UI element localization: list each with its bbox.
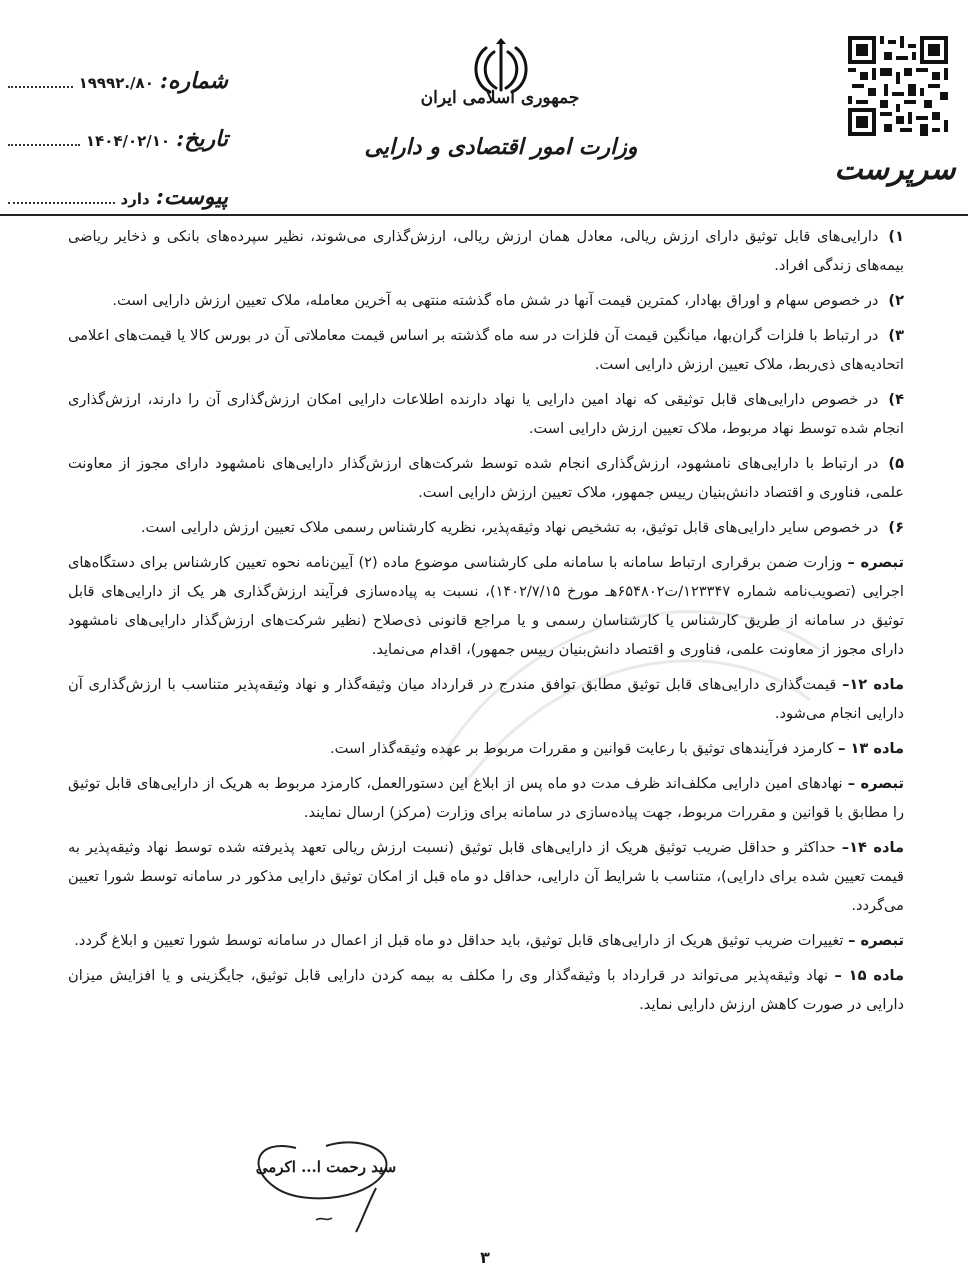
number-row [8,68,228,126]
article-label: ماده ۱۲– [842,676,904,693]
clause-paragraph [68,385,904,443]
clause-number: ۳) [888,327,904,344]
clause-text: در خصوص سایر دارایی‌های قابل توثیق، به تشخیص نهاد وثیقه‌پذیر، نظریه کارشناس رسمی ملاک تعیین ارزش دارایی است. [140,519,879,536]
clause-paragraph [68,222,904,280]
clause-number: ۱) [888,228,904,245]
clause-paragraph [68,321,904,379]
number-value: ۸۰/.۱۹۹۹۲ [78,74,154,92]
number-label: شماره: [159,68,228,94]
article-text: کارمزد فرآیندهای توثیق با رعایت قوانین و مقررات مربوط بر عهده وثیقه‌گذار است. [330,740,839,757]
handwritten-signature [236,1128,406,1238]
clause-text: در خصوص سهام و اوراق بهادار، کمترین قیمت آنها در شش ماه گذشته منتهی به آخرین معامله، ملاک تعیین ارزش دارایی است. [112,292,879,309]
article-label: تبصره – [847,775,904,792]
header-divider [0,214,968,216]
dotted-line [8,144,80,146]
article-paragraph [68,548,904,664]
article-label: تبصره – [847,554,904,571]
article-paragraph [68,961,904,1019]
article-paragraph [68,833,904,920]
date-value: ۱۴۰۴/۰۲/۱۰ [85,132,171,150]
attachment-value: دارد [120,190,150,208]
republic-title: جمهوری اسلامی ایران [420,88,580,108]
attachment-label: پیوست: [155,184,228,210]
supervisor-title: سرپرست [834,152,956,187]
article-label: ماده ۱۵ – [834,967,904,984]
date-row [8,126,228,184]
clause-paragraph [68,286,904,315]
article-text: قیمت‌گذاری دارایی‌های قابل توثیق مطابق توافق مندرج در قرارداد میان وثیقه‌گذار و نهاد وثیقه‌پذیر متناسب با ارزش‌گذاری آن دارایی انجام می‌شود. [68,676,904,722]
article-label: ماده ۱۳ – [838,740,904,757]
article-label: تبصره – [848,932,904,949]
article-text: وزارت ضمن برقراری ارتباط سامانه با سامانه ملی کارشناسی موضوع ماده (۲) آیین‌نامه نحوه تعیین کارشناس برای دستگاه‌های اجرایی (تصویب‌نامه شماره ۱۲۳۳۴۷/ت۶۵۴۸۰۲هـ مورخ ۱۴۰۲/۷/۱۵)، نسبت به پیاده‌سازی فرآیند ارزش‌گذاری هر یک از دارایی‌های قابل توثیق در سامانه از طریق کارشناس یا کارشناسان رسمی و یا مراجع قانونی ذی‌صلاح (نظیر شرکت‌های ارزش‌گذار دارایی‌های نامشهود دارای مجوز از معاونت علمی، فناوری و اقتصاد دانش‌بنیان رییس جمهور)، اقدام می‌نماید. [68,554,904,658]
article-text: نهاد وثیقه‌پذیر می‌تواند در قرارداد با وثیقه‌گذار وی را مکلف به بیمه کردن دارایی قابل توثیق، جایگزینی و یا افزایش میزان دارایی در صورت کاهش ارزش دارایی نماید. [68,967,904,1013]
article-paragraph [68,926,904,955]
article-paragraph [68,734,904,763]
page-number: ۳ [480,1248,490,1267]
article-paragraph [68,769,904,827]
clause-text: در ارتباط با فلزات گران‌بها، میانگین قیمت آن فلزات در سه ماه گذشته بر اساس قیمت معاملاتی آن در بورس کالا یا قیمت‌های اعلامی اتحادیه‌های ذی‌ربط، ملاک تعیین ارزش دارایی است. [68,327,904,373]
clause-number: ۵) [888,455,904,472]
clause-text: دارایی‌های قابل توثیق دارای ارزش ریالی، معادل همان ارزش ریالی، ارزش‌گذاری می‌شوند، نظیر سپرده‌های بانکی و ذخایر ریاضی بیمه‌های زندگی افراد. [68,228,904,274]
article-text: حداکثر و حداقل ضریب توثیق هریک از دارایی‌های قابل توثیق (نسبت ارزش ریالی تعهد پذیرفته شده توسط نهاد وثیقه‌پذیر به قیمت تعیین شده برای دارایی)، متناسب با شرایط آن دارایی، حداقل دو ماه قبل از امکان توثیق دارایی مذکور در سامانه توسط شورا تعیین می‌گردد. [68,839,904,914]
document-body [68,222,904,1025]
article-text: نهادهای امین دارایی مکلف‌اند ظرف مدت دو ماه پس از ابلاغ این دستورالعمل، کارمزد مربوط به هریک از دارایی‌های قابل توثیق را مطابق با قوانین و مقررات مربوط، جهت پیاده‌سازی در سامانه برای وزارت (مرکز) ارسال نمایند. [68,775,904,821]
date-label: تاریخ: [176,126,228,152]
clause-paragraph [68,513,904,542]
qr-code-icon [848,36,948,136]
dotted-line [8,202,115,204]
article-text: تغییرات ضریب توثیق هریک از دارایی‌های قابل توثیق، باید حداقل دو ماه قبل از اعمال در سامانه توسط شورا تعیین و ابلاغ گردد. [74,932,849,949]
clause-text: در خصوص دارایی‌های قابل توثیقی که نهاد امین دارایی یا نهاد دارنده اطلاعات دارایی امکان ارزش‌گذاری آن را دارند، ارزش‌گذاری انجام شده توسط نهاد مربوط، ملاک تعیین ارزش دارایی است. [68,391,904,437]
dotted-line [8,86,73,88]
signer-name: سید رحمت ا... اکرمی [255,1158,397,1176]
clause-number: ۶) [888,519,904,536]
article-paragraph [68,670,904,728]
clause-paragraph [68,449,904,507]
ministry-title: وزارت امور اقتصادی و دارایی [364,134,638,160]
clause-number: ۲) [888,292,904,309]
article-label: ماده ۱۴– [841,839,905,856]
clause-number: ۴) [888,391,904,408]
clause-text: در ارتباط با دارایی‌های نامشهود، ارزش‌گذاری انجام شده توسط شرکت‌های ارزش‌گذار دارایی‌های نامشهود دارای مجوز از معاونت علمی، فناوری و اقتصاد دانش‌بنیان رییس جمهور، ملاک تعیین ارزش دارایی است. [68,455,904,501]
